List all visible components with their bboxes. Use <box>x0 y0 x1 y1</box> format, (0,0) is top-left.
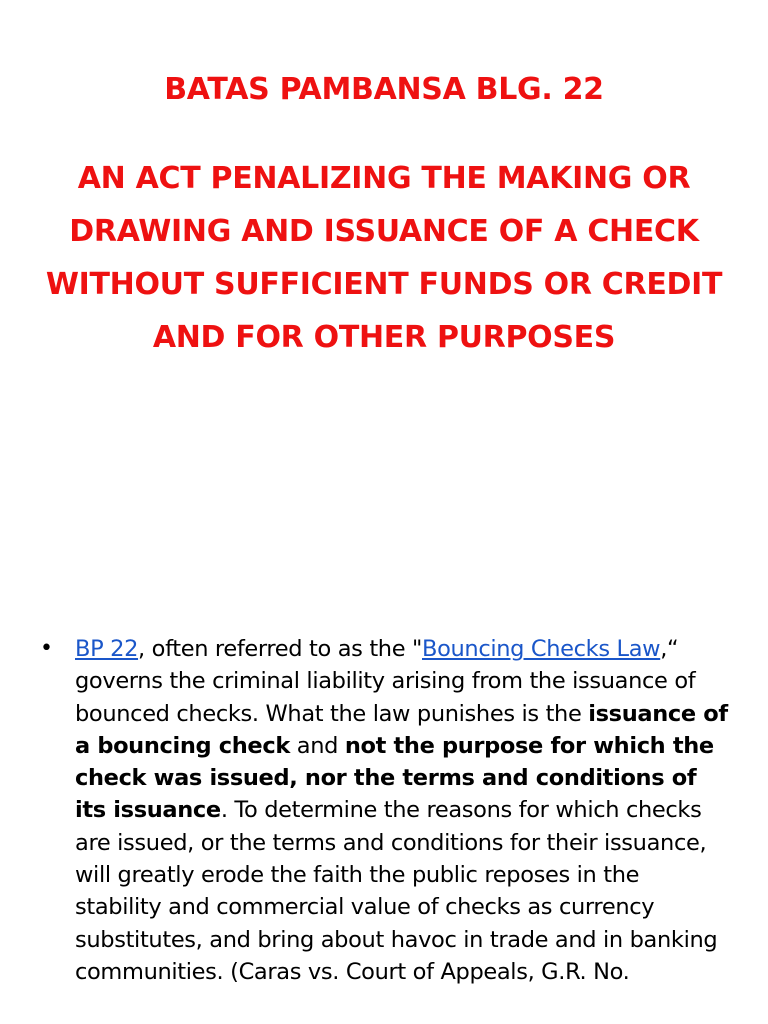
act-title: BATAS PAMBANSA BLG. 22 <box>164 72 604 107</box>
slide-body <box>40 633 730 988</box>
body-text-1: , often referred to as the " <box>138 636 422 662</box>
body-text-4: . To determine the reasons for which checks are issued, or the terms and conditions for their issuance, will greatly erode the faith the public reposes in the stability and commercial value of checks as currency substitutes, and bring about havoc in trade and in banking communities. (Caras vs. Court of Appeals, G.R. No. <box>75 797 718 985</box>
slide-title <box>40 72 728 364</box>
bp22-link[interactable]: BP 22 <box>75 636 139 662</box>
bullet-icon: • <box>40 636 53 661</box>
bouncing-checks-law-link[interactable]: Bouncing Checks Law <box>422 636 661 662</box>
bold-issuance-phrase: issuance of a bouncing check <box>75 700 728 759</box>
act-subtitle: AN ACT PENALIZING THE MAKING OR DRAWING AND ISSUANCE OF A CHECK WITHOUT SUFFICIENT FUNDS OR CREDIT AND FOR OTHER PURPOSES <box>45 161 723 355</box>
bullet-paragraph <box>40 633 730 988</box>
body-text-2: ,“ governs the criminal liability arising from the issuance of bounced checks. What the law punishes is the <box>75 636 696 727</box>
body-text-3: and <box>289 732 345 759</box>
bold-purpose-phrase: not the purpose for which the check was issued, nor the terms and conditions of its issuance <box>75 732 714 824</box>
